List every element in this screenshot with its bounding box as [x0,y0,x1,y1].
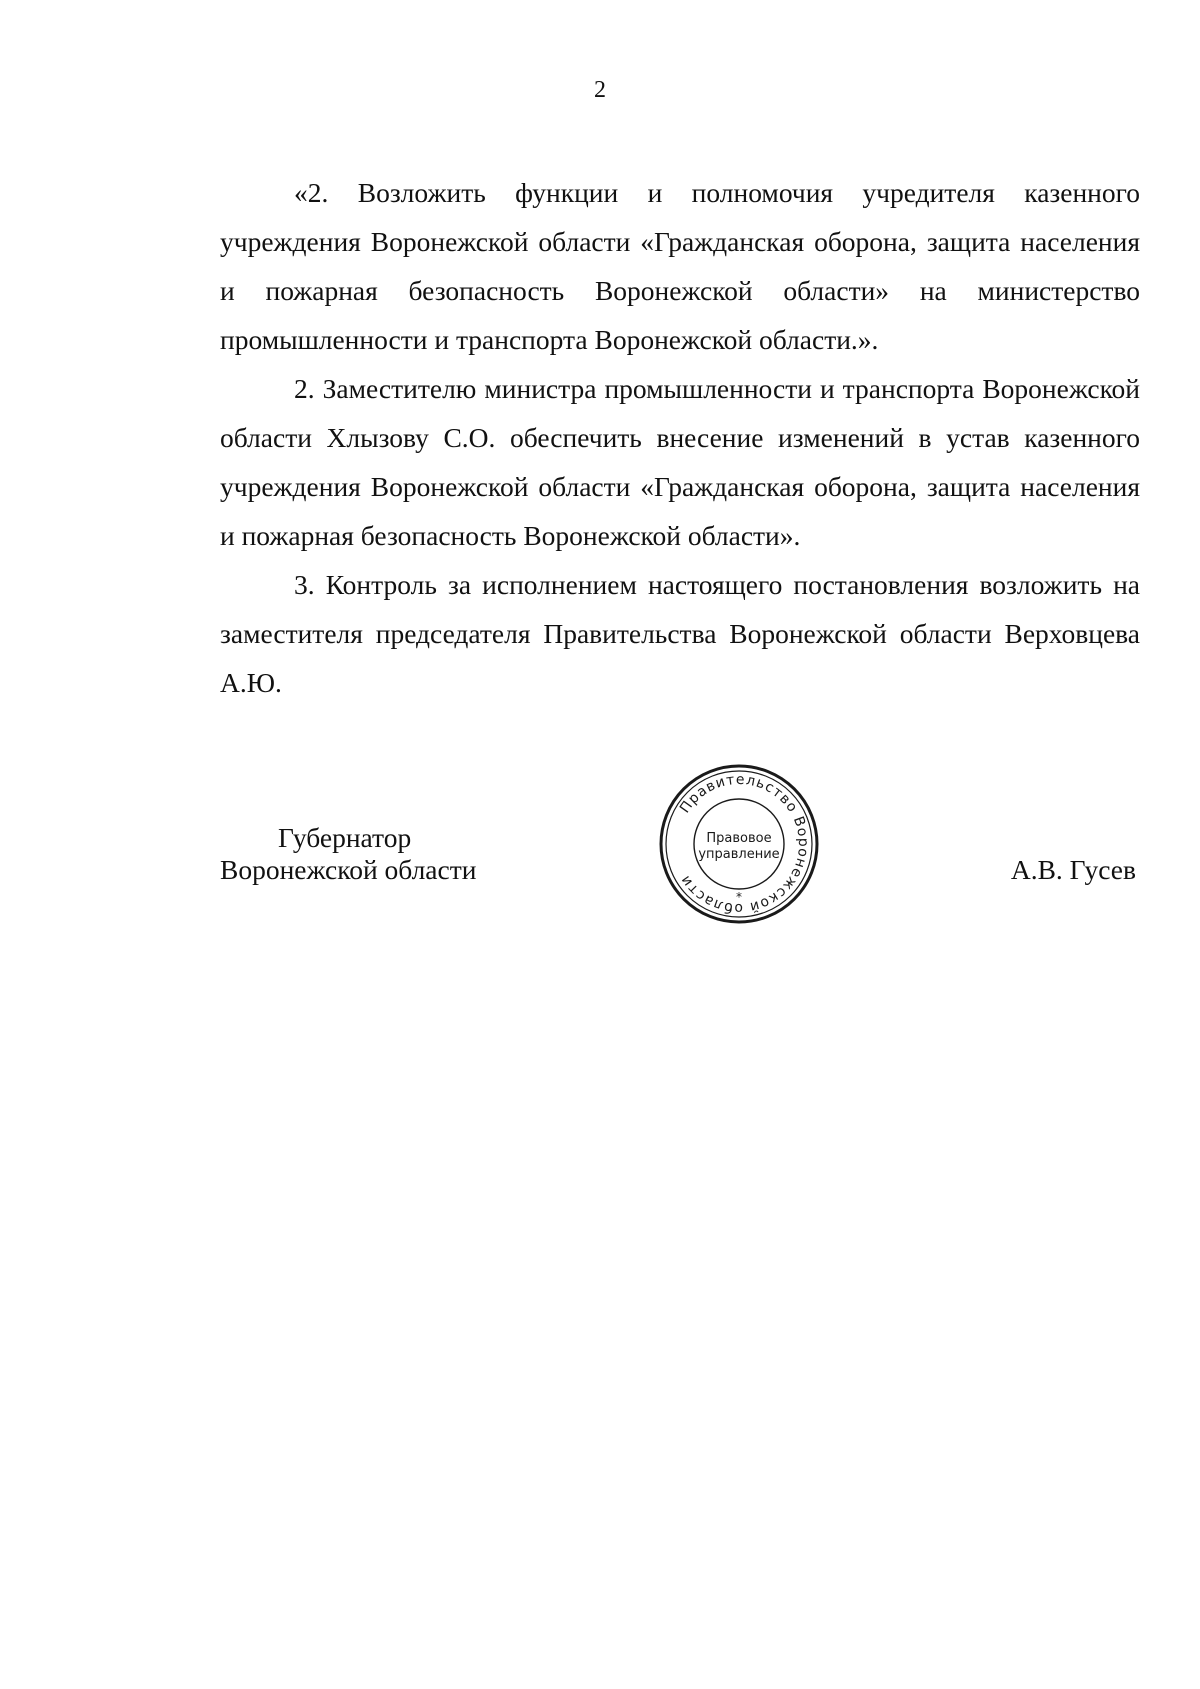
seal-star-icon: * [736,890,742,904]
document-body [220,168,1140,707]
page-number: 2 [594,77,606,103]
seal-center-line-2: управление [698,847,780,862]
signatory-name: А.В. Гусев [1010,854,1136,885]
signatory-title: Губернатор [278,822,412,853]
official-seal-icon [657,762,821,926]
paragraph-2: 2. Заместителю министра промышленности и транспорта Воронежской области Хлызову С.О. обеспечить внесение изменений в устав казенного учреждения Воронежской области «Гражданская оборона, защита населения и пожарная безопасность Воронежской области». [220,373,1140,551]
paragraph-3: 3. Контроль за исполнением настоящего постановления возложить на заместителя председателя Правительства Воронежской области Верховцева А.Ю. [220,569,1140,698]
signature-block [220,771,1140,930]
signatory-region: Воронежской области [220,854,477,885]
paragraph-1: «2. Возложить функции и полномочия учредителя казенного учреждения Воронежской области «Гражданская оборона, защита населения и пожарная безопасность Воронежской области» на министерство промышленности и транспорта Воронежской области.». [220,177,1140,355]
seal-center-line-1: Правовое [706,831,772,846]
seal-ring-text: Правительство Воронежской области [677,771,812,917]
